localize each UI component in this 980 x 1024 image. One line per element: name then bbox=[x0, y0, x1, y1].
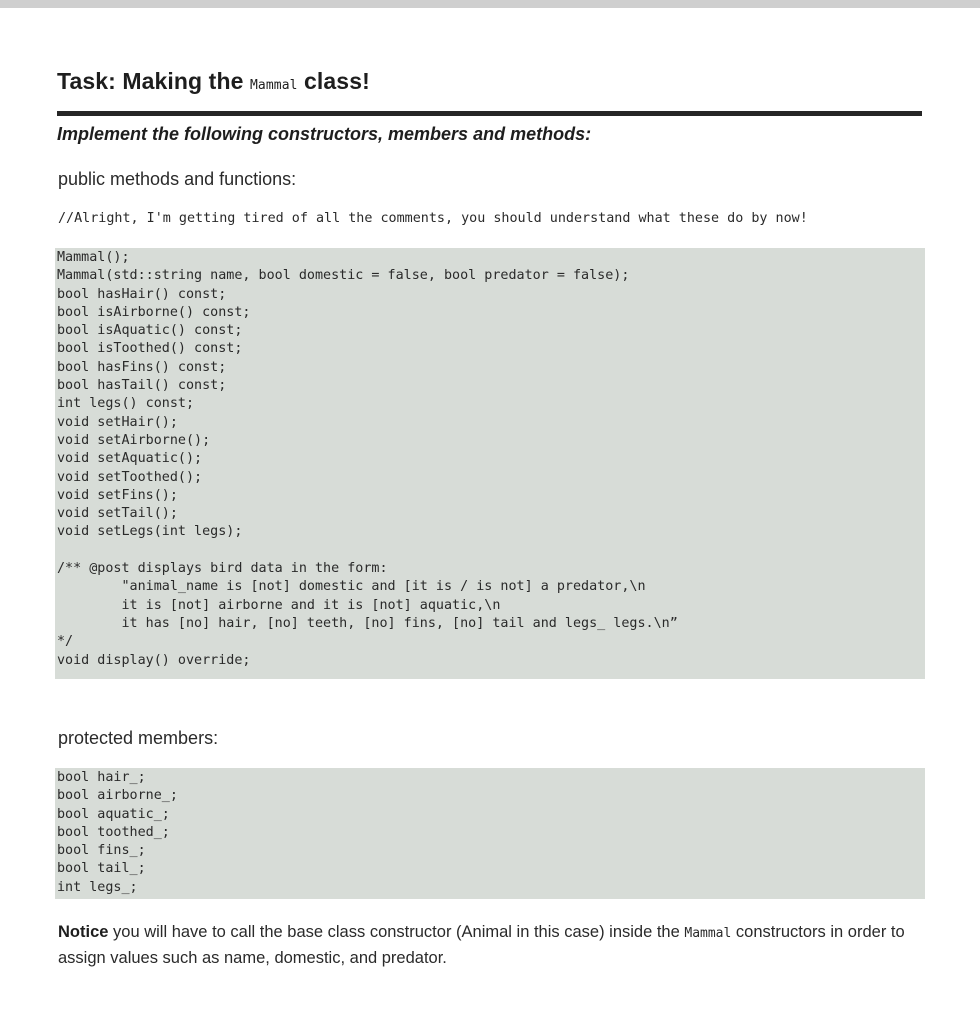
code-line: void setFins(); bbox=[57, 487, 178, 503]
notice-paragraph: Notice you will have to call the base class constructor (Animal in this case) inside the Mammal constructors in order to assign values such as name, domestic, and predator. bbox=[58, 923, 905, 967]
protected-section-label: protected members: bbox=[58, 728, 219, 748]
code-line: void setTail(); bbox=[57, 506, 178, 522]
public-section-comment: //Alright, I'm getting tired of all the comments, you should understand what these do by now! bbox=[58, 211, 808, 226]
code-line: Mammal(std::string name, bool domestic = false, bool predator = false); bbox=[57, 268, 630, 284]
title-divider bbox=[57, 111, 922, 116]
code-line: it is [not] airborne and it is [not] aquatic,\n bbox=[57, 597, 501, 613]
public-section-label: public methods and functions: bbox=[58, 169, 297, 189]
code-line: bool isAquatic() const; bbox=[57, 323, 243, 339]
title-class-name: Mammal bbox=[249, 78, 298, 93]
code-line: int legs_; bbox=[57, 879, 138, 895]
code-line: bool isAirborne() const; bbox=[57, 304, 251, 320]
task-title: Task: Making the Mammal class! bbox=[57, 68, 370, 94]
code-line: /** @post displays bird data in the form: bbox=[57, 561, 388, 577]
code-line: "animal_name is [not] domestic and [it is / is not] a predator,\n bbox=[57, 579, 646, 595]
notice-bold: Notice bbox=[58, 923, 109, 941]
code-line: bool hasHair() const; bbox=[57, 286, 227, 302]
protected-code-block bbox=[55, 768, 925, 899]
code-line: bool toothed_; bbox=[57, 824, 170, 840]
code-line: it has [no] hair, [no] teeth, [no] fins, [no] tail and legs_ legs.\n” bbox=[57, 615, 678, 631]
task-subtitle: Implement the following constructors, members and methods: bbox=[57, 124, 592, 144]
code-line: bool fins_; bbox=[57, 843, 146, 859]
code-line: void setLegs(int legs); bbox=[57, 524, 243, 540]
code-line: void setToothed(); bbox=[57, 469, 203, 485]
code-line: bool isToothed() const; bbox=[57, 341, 243, 357]
code-line: int legs() const; bbox=[57, 396, 195, 412]
public-code-block bbox=[55, 248, 925, 679]
notice-class-name: Mammal bbox=[684, 926, 732, 941]
top-border bbox=[0, 0, 980, 8]
code-line: bool hasFins() const; bbox=[57, 359, 227, 375]
code-line bbox=[57, 542, 925, 560]
code-line: void display() override; bbox=[57, 652, 251, 668]
code-line: void setHair(); bbox=[57, 414, 178, 430]
code-line: bool airborne_; bbox=[57, 788, 178, 804]
code-line: Mammal(); bbox=[57, 250, 130, 265]
code-line: */ bbox=[57, 634, 74, 650]
code-line: void setAirborne(); bbox=[57, 432, 211, 448]
code-line: bool tail_; bbox=[57, 861, 146, 877]
code-line: bool aquatic_; bbox=[57, 806, 170, 822]
code-line: bool hair_; bbox=[57, 770, 146, 785]
code-line: bool hasTail() const; bbox=[57, 378, 227, 394]
code-line: void setAquatic(); bbox=[57, 451, 203, 467]
